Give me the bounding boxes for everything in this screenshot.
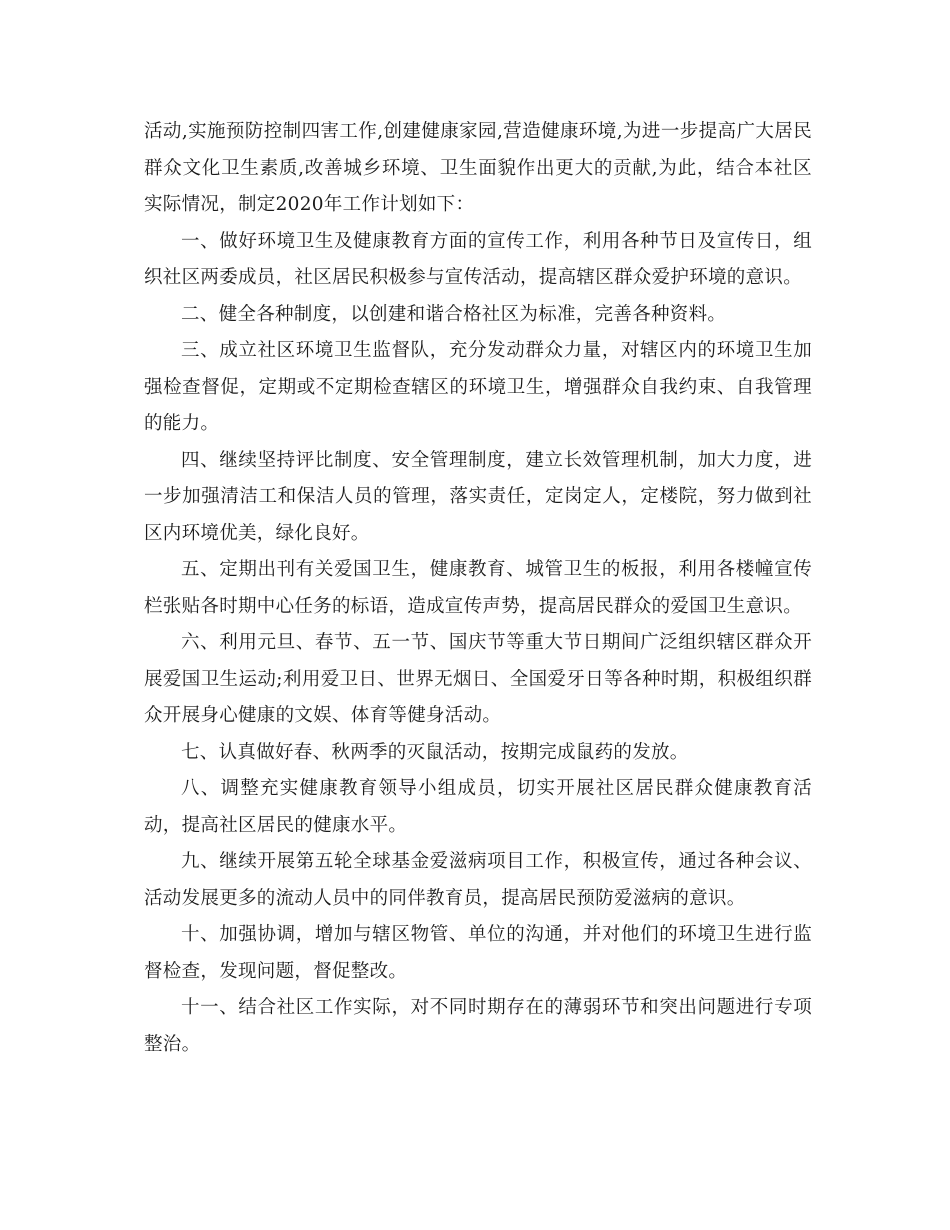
paragraph-item-4: 四、继续坚持评比制度、安全管理制度，建立长效管理机制，加大力度，进一步加强清洁工和保洁人员的管理，落实责任，定岗定人，定楼院，努力做到社区内环境优美，绿化良好。 (144, 449, 812, 544)
paragraph-item-7: 七、认真做好春、秋两季的灭鼠活动，按期完成鼠药的发放。 (181, 741, 689, 763)
paragraph-item-11: 十一、结合社区工作实际，对不同时期存在的薄弱环节和突出问题进行专项整治。 (144, 997, 812, 1055)
document-body (144, 114, 812, 1063)
paragraph-item-3: 三、成立社区环境卫生监督队，充分发动群众力量，对辖区内的环境卫生加强检查督促，定期或不定期检查辖区的环境卫生，增强群众自我约束、自我管理的能力。 (144, 340, 812, 434)
paragraph-item-6: 六、利用元旦、春节、五一节、国庆节等重大节日期间广泛组织辖区群众开展爱国卫生运动;利用爱卫日、世界无烟日、全国爱牙日等各种时期，积极组织群众开展身心健康的文娱、体育等健身活动。 (144, 632, 812, 726)
paragraph-intro: 活动,实施预防控制四害工作,创建健康家园,营造健康环境,为进一步提高广大居民群众文化卫生素质,改善城乡环境、卫生面貌作出更大的贡献,为此，结合本社区实际情况，制定2020年工作计划如下： (144, 121, 812, 215)
paragraph-item-1: 一、做好环境卫生及健康教育方面的宣传工作，利用各种节日及宣传日，组织社区两委成员，社区居民积极参与宣传活动，提高辖区群众爱护环境的意识。 (144, 230, 812, 288)
paragraph-item-2: 二、健全各种制度，以创建和谐合格社区为标准，完善各种资料。 (181, 303, 727, 325)
paragraph-item-10: 十、加强协调，增加与辖区物管、单位的沟通，并对他们的环境卫生进行监督检查，发现问题，督促整改。 (144, 924, 812, 982)
paragraph-item-8: 八、调整充实健康教育领导小组成员，切实开展社区居民群众健康教育活动，提高社区居民的健康水平。 (144, 778, 812, 836)
paragraph-item-9: 九、继续开展第五轮全球基金爱滋病项目工作，积极宣传，通过各种会议、活动发展更多的流动人员中的同伴教育员，提高居民预防爱滋病的意识。 (144, 851, 812, 909)
paragraph-item-5: 五、定期出刊有关爱国卫生，健康教育、城管卫生的板报，利用各楼幢宣传栏张贴各时期中心任务的标语，造成宣传声势，提高居民群众的爱国卫生意识。 (144, 559, 812, 617)
